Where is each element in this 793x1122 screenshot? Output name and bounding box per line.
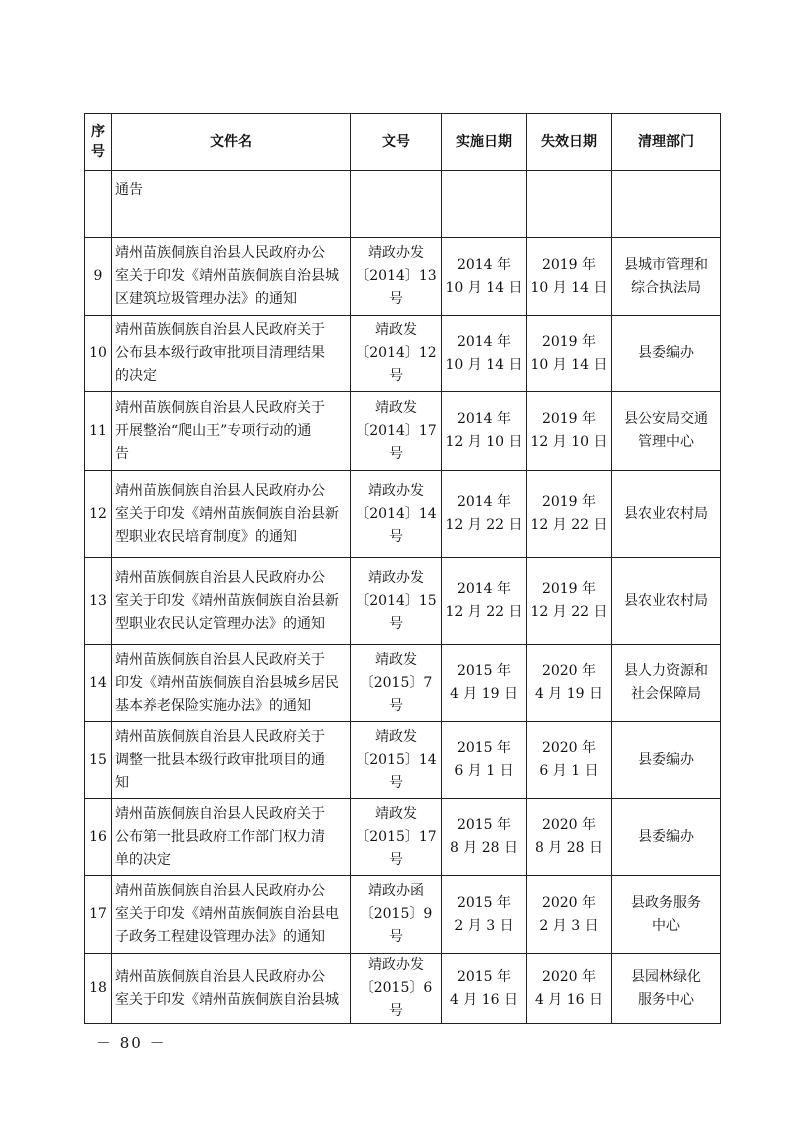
table-header-row xyxy=(85,114,721,171)
table-row xyxy=(85,722,721,799)
cell-end-date xyxy=(527,876,612,954)
cell-department xyxy=(612,722,721,799)
cell-start-date xyxy=(442,799,527,876)
header-seq: 序 号 xyxy=(85,114,112,171)
cell-seq xyxy=(85,316,112,392)
cell-file-name-text: 靖州苗族侗族自治县人民政府办公 室关于印发《靖州苗族侗族自治县新 型职业农民培育制度》的通知 xyxy=(115,482,339,545)
cell-doc-number xyxy=(351,645,442,722)
table-row xyxy=(85,799,721,876)
cell-doc-number-text: 靖政办函 〔2015〕9 号 xyxy=(359,883,433,945)
cell-start-date-text: 2014 年 12 月 22 日 xyxy=(445,581,523,620)
cell-seq xyxy=(85,876,112,954)
table-row xyxy=(85,645,721,722)
cell-department xyxy=(612,471,721,558)
cell-file-name-text: 靖州苗族侗族自治县人民政府办公 室关于印发《靖州苗族侗族自治县新 型职业农民认定管理办法》的通知 xyxy=(115,569,339,632)
cell-doc-number-text: 靖政办发 〔2014〕14 号 xyxy=(355,482,437,545)
cell-start-date-text: 2014 年 12 月 22 日 xyxy=(445,494,523,533)
cell-file-name xyxy=(112,316,351,392)
cell-seq xyxy=(85,392,112,471)
cell-file-name-text: 靖州苗族侗族自治县人民政府关于 调整一批县本级行政审批项目的通 知 xyxy=(115,728,325,791)
cell-doc-number xyxy=(351,238,442,316)
cell-department xyxy=(612,392,721,471)
cell-seq xyxy=(85,645,112,722)
table-row xyxy=(85,471,721,558)
cell-start-date-text: 2015 年 8 月 28 日 xyxy=(449,817,519,856)
cell-file-name xyxy=(112,645,351,722)
cell-doc-number xyxy=(351,316,442,392)
table-row xyxy=(85,558,721,645)
cell-file-name-text: 靖州苗族侗族自治县人民政府办公 室关于印发《靖州苗族侗族自治县城 xyxy=(115,968,339,1008)
cell-doc-number xyxy=(351,722,442,799)
cell-seq-text: 13 xyxy=(89,592,107,609)
cell-department xyxy=(612,171,721,238)
cell-seq xyxy=(85,558,112,645)
cell-end-date-text: 2019 年 12 月 22 日 xyxy=(530,581,608,620)
header-file-name: 文件名 xyxy=(112,114,351,171)
cell-department-text: 县农业农村局 xyxy=(624,592,708,609)
cell-file-name xyxy=(112,954,351,1024)
cell-start-date xyxy=(442,722,527,799)
header-start-date: 实施日期 xyxy=(442,114,527,171)
cell-department xyxy=(612,954,721,1024)
cell-department xyxy=(612,876,721,954)
page-number: － 80 － xyxy=(96,1034,167,1052)
cell-doc-number xyxy=(351,799,442,876)
cell-start-date-text: 2015 年 2 月 3 日 xyxy=(454,894,514,934)
cell-start-date xyxy=(442,392,527,471)
cell-end-date xyxy=(527,954,612,1024)
cell-file-name xyxy=(112,876,351,954)
cell-department xyxy=(612,316,721,392)
cell-start-date-text: 2014 年 10 月 14 日 xyxy=(445,333,523,373)
cell-doc-number-text: 靖政发 〔2014〕12 号 xyxy=(355,322,437,384)
cell-file-name xyxy=(112,392,351,471)
cell-end-date xyxy=(527,558,612,645)
cell-doc-number-text: 靖政办发 〔2014〕15 号 xyxy=(355,569,437,632)
cell-start-date xyxy=(442,238,527,316)
cell-doc-number-text: 靖政办发 〔2015〕6 号 xyxy=(359,957,433,1019)
cell-doc-number-text: 靖政办发 〔2014〕13 号 xyxy=(355,245,437,307)
cell-seq xyxy=(85,954,112,1024)
cell-end-date xyxy=(527,645,612,722)
cell-department-text: 县公安局交通 管理中心 xyxy=(624,411,708,450)
cell-seq xyxy=(85,471,112,558)
table-row-continued xyxy=(85,171,721,238)
table-row xyxy=(85,316,721,392)
cell-department xyxy=(612,558,721,645)
cell-start-date xyxy=(442,876,527,954)
cell-department-text: 县委编办 xyxy=(638,828,694,845)
cell-department xyxy=(612,645,721,722)
cell-doc-number xyxy=(351,558,442,645)
cell-start-date-text: 2015 年 6 月 1 日 xyxy=(454,740,514,779)
cell-end-date-text: 2020 年 4 月 16 日 xyxy=(534,968,604,1008)
cell-file-name xyxy=(112,558,351,645)
cell-doc-number xyxy=(351,471,442,558)
cell-end-date-text: 2020 年 4 月 19 日 xyxy=(534,663,604,702)
cell-file-name-text: 靖州苗族侗族自治县人民政府关于 公布第一批县政府工作部门权力清 单的决定 xyxy=(115,805,325,868)
cell-file-name-text: 靖州苗族侗族自治县人民政府关于 公布县本级行政审批项目清理结果 的决定 xyxy=(115,322,325,384)
table-row xyxy=(85,954,721,1024)
cell-seq xyxy=(85,799,112,876)
cell-end-date xyxy=(527,392,612,471)
cell-file-name-text: 靖州苗族侗族自治县人民政府办公 室关于印发《靖州苗族侗族自治县城 区建筑垃圾管理办法》的通知 xyxy=(115,245,339,307)
cell-seq xyxy=(85,238,112,316)
cell-file-name xyxy=(112,799,351,876)
cell-department-text: 县农业农村局 xyxy=(624,505,708,522)
cell-seq xyxy=(85,722,112,799)
cell-seq-text: 14 xyxy=(89,674,107,691)
cell-end-date-text: 2020 年 6 月 1 日 xyxy=(539,740,599,779)
cell-seq-text: 9 xyxy=(93,268,103,284)
cell-seq-text: 16 xyxy=(89,828,107,845)
cell-end-date xyxy=(527,238,612,316)
cell-file-name xyxy=(112,471,351,558)
cell-doc-number xyxy=(351,171,442,238)
cell-end-date xyxy=(527,171,612,238)
header-department: 清理部门 xyxy=(612,114,721,171)
cell-end-date xyxy=(527,799,612,876)
header-end-date: 失效日期 xyxy=(527,114,612,171)
cell-start-date-text: 2014 年 12 月 10 日 xyxy=(445,411,523,450)
cell-end-date xyxy=(527,722,612,799)
cell-department xyxy=(612,799,721,876)
cell-seq-text: 11 xyxy=(89,422,107,439)
cell-doc-number-text: 靖政发 〔2015〕7 号 xyxy=(359,651,433,714)
cell-department-text: 县委编办 xyxy=(638,345,694,361)
cell-file-name-text: 靖州苗族侗族自治县人民政府关于 开展整治“爬山王”专项行动的通 告 xyxy=(115,399,325,462)
cell-doc-number-text: 靖政发 〔2015〕17 号 xyxy=(355,805,437,868)
cell-start-date xyxy=(442,558,527,645)
cell-end-date-text: 2020 年 8 月 28 日 xyxy=(534,817,604,856)
table-row xyxy=(85,238,721,316)
cell-start-date xyxy=(442,316,527,392)
cell-department-text: 县园林绿化 服务中心 xyxy=(631,968,701,1008)
cell-start-date-text: 2015 年 4 月 19 日 xyxy=(449,663,519,702)
cell-doc-number-text: 靖政发 〔2014〕17 号 xyxy=(355,399,437,462)
cell-end-date xyxy=(527,471,612,558)
cell-end-date xyxy=(527,316,612,392)
cell-end-date-text: 2020 年 2 月 3 日 xyxy=(539,894,599,934)
cell-start-date xyxy=(442,171,527,238)
cell-end-date-text: 2019 年 10 月 14 日 xyxy=(530,333,608,373)
cell-start-date-text: 2014 年 10 月 14 日 xyxy=(445,256,523,296)
cell-seq-text: 17 xyxy=(89,906,107,922)
cell-file-name xyxy=(112,722,351,799)
table-row xyxy=(85,392,721,471)
table-row xyxy=(85,876,721,954)
cell-start-date xyxy=(442,954,527,1024)
cell-department-text: 县委编办 xyxy=(638,751,694,768)
cell-doc-number xyxy=(351,954,442,1024)
cell-seq-text: 10 xyxy=(89,345,107,361)
cell-start-date-text: 2015 年 4 月 16 日 xyxy=(449,968,519,1008)
header-doc-number: 文号 xyxy=(351,114,442,171)
cell-seq-text: 15 xyxy=(89,751,107,768)
cell-end-date-text: 2019 年 12 月 22 日 xyxy=(530,494,608,533)
cell-department-text: 县城市管理和 综合执法局 xyxy=(624,256,708,296)
cell-file-name-text: 靖州苗族侗族自治县人民政府办公 室关于印发《靖州苗族侗族自治县电 子政务工程建设管理办法》的通知 xyxy=(115,883,339,945)
cell-department xyxy=(612,238,721,316)
cell-end-date-text: 2019 年 10 月 14 日 xyxy=(530,256,608,296)
cell-file-name xyxy=(112,238,351,316)
cell-doc-number-text: 靖政发 〔2015〕14 号 xyxy=(355,728,437,791)
cell-start-date xyxy=(442,645,527,722)
cell-seq xyxy=(85,171,112,238)
cell-department-text: 县人力资源和 社会保障局 xyxy=(624,663,708,702)
cell-start-date xyxy=(442,471,527,558)
cell-file-name: 通告 xyxy=(112,171,351,238)
cell-seq-text: 12 xyxy=(89,505,107,522)
document-table xyxy=(84,113,721,1024)
cell-seq-text: 18 xyxy=(89,980,107,996)
cell-end-date-text: 2019 年 12 月 10 日 xyxy=(530,411,608,450)
cell-department-text: 县政务服务 中心 xyxy=(631,894,701,934)
cell-doc-number xyxy=(351,876,442,954)
cell-doc-number xyxy=(351,392,442,471)
cell-file-name-text: 靖州苗族侗族自治县人民政府关于 印发《靖州苗族侗族自治县城乡居民 基本养老保险实施办法》的通知 xyxy=(115,651,339,714)
